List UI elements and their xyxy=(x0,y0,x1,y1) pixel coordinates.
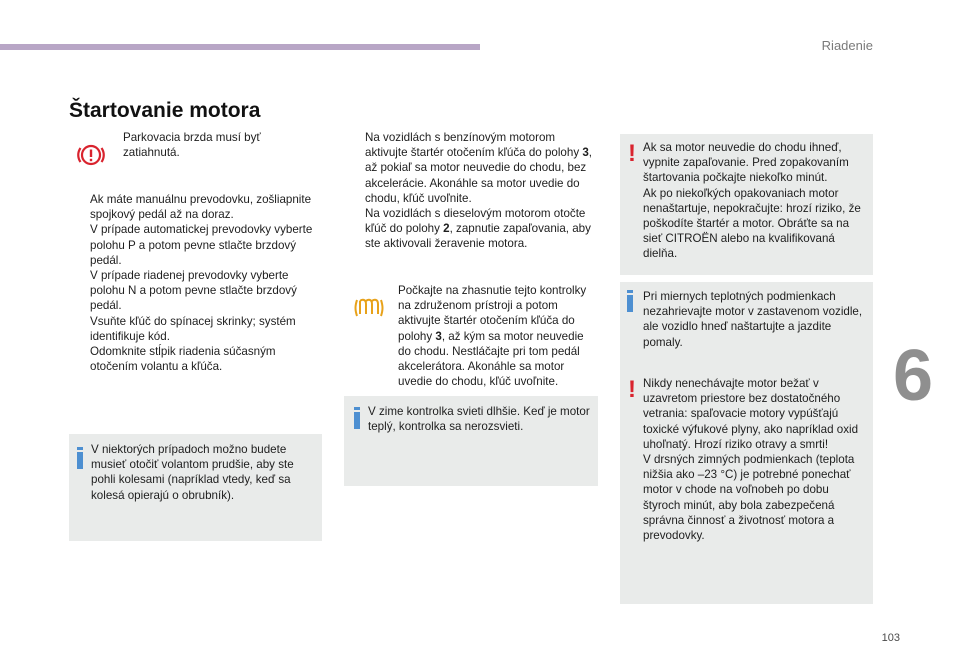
list-item: V prípade automatickej prevodovky vyberte polohu P a potom pevne stlačte brzdový pedál. xyxy=(90,223,313,267)
exclamation-icon: ! xyxy=(628,140,636,167)
info-icon xyxy=(354,412,360,429)
parking-brake-warning-icon xyxy=(76,140,106,170)
info-box-mild-temperature: Pri miernych teplotných podmienkach nezahrievajte motor v zastavenom vozidle, ale vozidlo hneď naštartujte a jazdite pomaly. xyxy=(620,282,873,372)
start-steps-list xyxy=(344,130,600,252)
warning-box-ventilation: ! Nikdy nenechávajte motor bežať v uzavretom priestore bez dostatočného vetrania: spaľovacie motory vypúšťajú toxické výfukové plyny, ako napríklad oxid uhoľnatý. Hrozí riziko otravy a smrti! V drsných zimných podmienkach (teplota nižšia ako –23 °C) je potrebné ponechať motor v chode na voľnobeh po dobu štyroch minút, aby bola zabezpečená správna činnosť a životnosť motora a prevodovky. xyxy=(620,366,873,604)
steps-list xyxy=(69,192,324,374)
list-item: Na vozidlách s benzínovým motorom aktivujte štartér otočením kľúča do polohy 3, až pokiaľ sa motor neuvedie do chodu, bez akcelerácie. Akonáhle sa motor uvedie do chodu, kľúč uvoľnite. xyxy=(365,131,593,205)
accent-bar xyxy=(0,44,480,50)
intro-text: Parkovacia brzda musí byť zatiahnutá. xyxy=(123,131,261,160)
info-box-winter: V zime kontrolka svieti dlhšie. Keď je motor teplý, kontrolka sa nerozsvieti. xyxy=(344,396,598,486)
section-label: Riadenie xyxy=(821,38,873,53)
glow-plug-text: Počkajte na zhasnutie tejto kontrolky na združenom prístroji a potom aktivujte štartér otočením kľúča do polohy 3, až kým sa motor neuvedie do chodu. Nestláčajte pri tom pedál akcelerátora. Akonáhle sa motor uvedie do chodu, kľúč uvoľnite. xyxy=(398,284,587,389)
list-item: Na vozidlách s dieselovým motorom otočte kľúč do polohy 2, zapnutie zapaľovania, aby ste aktivovali žeravenie motora. xyxy=(365,207,591,251)
info-icon xyxy=(77,452,83,469)
list-item: Vsuňte kľúč do spínacej skrinky; systém identifikuje kód. xyxy=(90,314,296,343)
info-icon xyxy=(627,295,633,312)
exclamation-icon: ! xyxy=(628,376,636,403)
glow-plug-icon xyxy=(354,296,384,318)
list-item: V prípade riadenej prevodovky vyberte polohu N a potom pevne stlačte brzdový pedál. xyxy=(90,269,297,313)
page-number: 103 xyxy=(881,632,900,644)
list-item: Ak máte manuálnu prevodovku, zošliapnite spojkový pedál až na doraz. xyxy=(90,193,312,222)
info-box-steering: V niektorých prípadoch možno budete musieť otočiť volantom prudšie, aby ste pohli kolesami (napríklad vtedy, keď sa kolesá opierajú o obrubník). xyxy=(69,434,322,541)
warning-box-start-failure: ! Ak sa motor neuvedie do chodu ihneď, vypnite zapaľovanie. Pred zopakovaním štartovania počkajte niekoľko minút. Ak po niekoľkých opakovaniach motor nenaštartuje, nepokračujte: hrozí riziko, že poškodíte štartér a motor. Obráťte sa na sieť CITROËN alebo na kvalifikovaná dielňa. xyxy=(620,134,873,275)
chapter-number: 6 xyxy=(893,336,934,416)
list-item: Odomknite stĺpik riadenia súčasným otočením volantu a kľúča. xyxy=(90,345,276,374)
page-title: Štartovanie motora xyxy=(69,99,261,122)
